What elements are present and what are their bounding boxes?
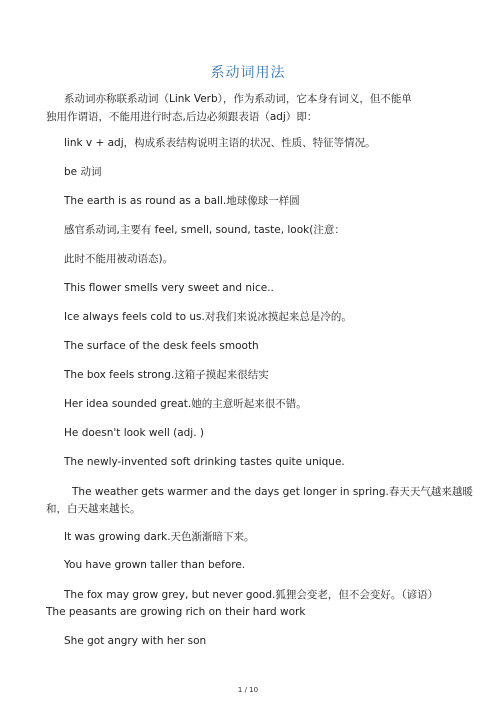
paragraph-line: The peasants are growing rich on their hard work [46,606,306,618]
paragraph-line: Her idea sounded great.她的主意听起来很不错。 [64,398,307,410]
paragraph-line: This flower smells very sweet and nice.. [64,282,274,294]
paragraph-line: be 动词 [64,166,102,178]
paragraph-line: She got angry with her son [64,635,207,647]
paragraph-line: The surface of the desk feels smooth [64,340,259,352]
page-number: 1 / 10 [237,686,259,694]
paragraph-line: link v + adj，构成系表结构说明主语的状况、性质、特征等情况。 [64,137,376,149]
paragraph-line: 此时不能用被动语态)。 [64,253,174,265]
paragraph-line: 独用作谓语，不能用进行时态,后边必须跟表语（adj）即： [46,111,318,123]
paragraph-line: The weather gets warmer and the days get longer in spring.春天天气越来越暖 [72,486,473,498]
paragraph-line: The box feels strong.这箱子摸起来很结实 [64,369,269,381]
paragraph-line: He doesn't look well (adj. ) [64,427,204,439]
paragraph-line: The newly-invented soft drinking tastes quite unique. [64,456,345,468]
paragraph-line: You have grown taller than before. [64,559,246,571]
paragraph-line: The fox may grow grey, but never good.狐狸会变老，但不会变好。（谚语） [64,589,439,601]
paragraph-line: 感官系动词,主要有 feel, smell, sound, taste, look(注意： [64,224,345,236]
paragraph-line: It was growing dark.天色渐渐暗下来。 [64,531,255,543]
document-title: 系动词用法 [210,65,286,81]
paragraph-line: Ice always feels cold to us.对我们来说冰摸起来总是冷的。 [64,311,352,323]
paragraph-line: The earth is as round as a ball.地球像球一样圆 [64,195,300,207]
paragraph-line: 系动词亦称联系动词（Link Verb），作为系动词，它本身有词义，但不能单 [64,93,412,105]
paragraph-line: 和，白天越来越长。 [46,503,141,515]
